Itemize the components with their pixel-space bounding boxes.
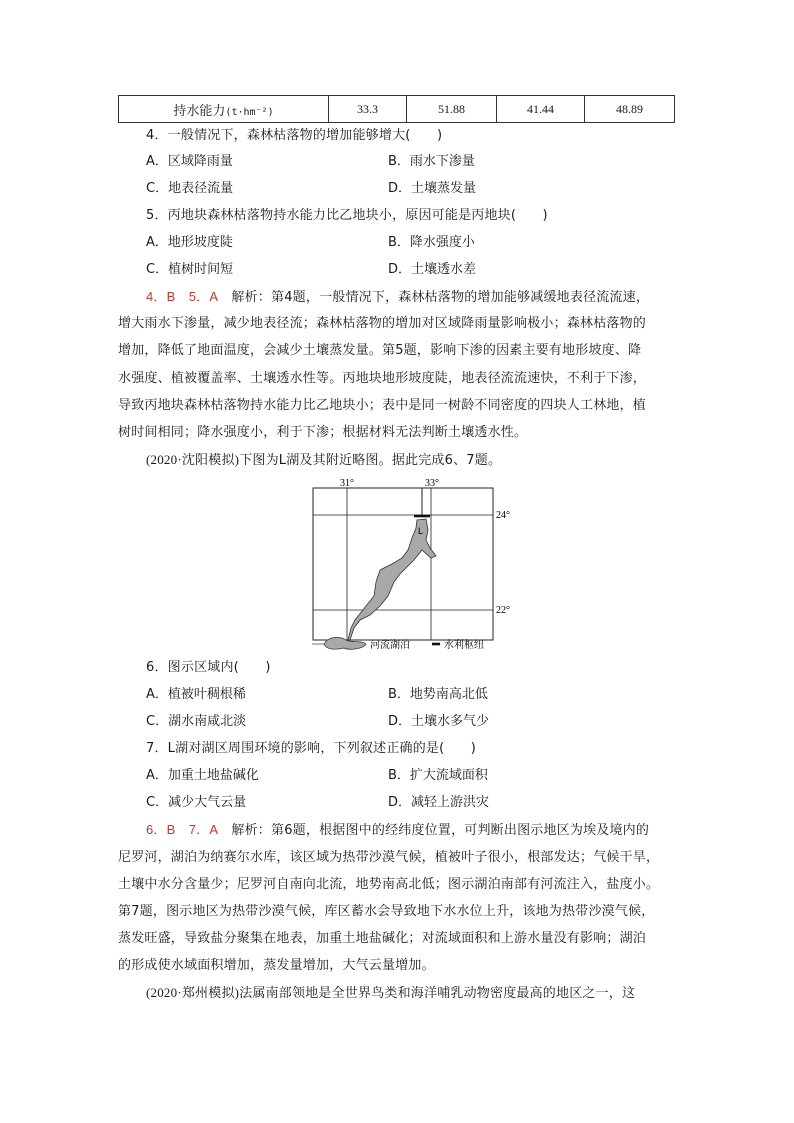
answer-4-5-line-4: 水强度、植被覆盖率、土壤透水性等。丙地块地形坡度陡，地表径流流速快，不利于下渗， [118,371,647,386]
answer-6-7-line-2: 尼罗河，湖泊为纳赛尔水库，该区域为热带沙漠气候，植被叶子很小，根部发达；气候干旱， [118,850,660,865]
lake-label: L [418,526,424,536]
question-4-option-a: A．区域降雨量 [146,154,233,169]
data-table [118,95,675,123]
question-5-option-c: C．植树时间短 [146,262,234,277]
question-6-option-d: D．土壤水多气少 [388,714,490,729]
question-4-option-b: B．雨水下渗量 [388,154,475,169]
legend-lake-symbol [324,637,366,649]
question-7-stem: 7．L湖对湖区周围环境的影响，下列叙述正确的是( ) [146,741,477,756]
question-6-option-b: B．地势南高北低 [388,687,488,702]
question-7-option-d: D．减轻上游洪灾 [388,795,490,810]
answer-6-7-line-4: 第7题，图示地区为热带沙漠气候，库区蓄水会导致地下水水位上升，该地为热带沙漠气候， [118,904,655,919]
answer-4-5-line-3: 增加，降低了地面温度，会减少土壤蒸发量。第5题，影响下渗的因素主要有地形坡度、降 [118,343,642,358]
table-row [119,96,675,123]
lon-label-31: 31° [340,478,354,489]
answer-6-7-line-5: 蒸发旺盛，导致盐分聚集在地表，加重土地盐碱化；对流域面积和上游水量没有影响；湖泊 [118,931,647,946]
question-5-option-b: B．降水强度小 [388,235,475,250]
intro-6-7: (2020·沈阳模拟)下图为L湖及其附近略图。据此完成6、7题。 [146,452,502,468]
intro-next-passage: (2020·郑州模拟)法属南部领地是全世界鸟类和海洋哺乳动物密度最高的地区之一，这 [146,985,636,1001]
question-7-option-b: B．扩大流域面积 [388,768,488,783]
question-5-option-d: D．土壤透水差 [388,262,477,277]
question-4-stem: 4．一般情况下，森林枯落物的增加能够增大( ) [146,128,443,143]
table-cell: 48.89 [585,96,675,123]
question-7-option-a: A．加重土地盐碱化 [146,768,259,783]
question-6-option-a: A．植被叶稠根稀 [146,687,246,702]
question-6-option-c: C．湖水南咸北淡 [146,714,247,729]
lon-label-33: 33° [425,478,439,489]
question-5-stem: 5．丙地块森林枯落物持水能力比乙地块小，原因可能是丙地块( ) [146,208,548,223]
table-cell: 41.44 [497,96,585,123]
lat-label-24: 24° [496,510,510,521]
answer-4-5-line-1: 4．B 5．A 解析：第4题，一般情况下，森林枯落物的增加能够减缓地表径流流速， [146,289,650,305]
legend-dam-label: 水利枢纽 [444,640,484,650]
table-cell: 51.88 [407,96,497,123]
question-4-option-c: C．地表径流量 [146,181,234,196]
question-5-option-a: A．地形坡度陡 [146,235,233,250]
lake-map [310,478,520,650]
answer-4-5-line-2: 增大雨水下渗量，减少地表径流；森林枯落物的增加对区域降雨量影响极小；森林枯落物的 [118,316,647,331]
lat-label-22: 22° [496,605,510,616]
question-4-option-d: D．土壤蒸发量 [388,181,477,196]
answer-6-7-line-6: 的形成使水域面积增加，蒸发量增加，大气云量增加。 [118,958,435,973]
legend-lake-label: 河流湖泊 [370,640,410,650]
lake-l [348,519,436,640]
answer-key: 4．B 5．A [146,289,219,304]
table-row-label: 持水能力(t·hm⁻²) [119,96,329,123]
answer-4-5-line-5: 导致丙地块森林枯落物持水能力比乙地块小；表中是同一树龄不同密度的四块人工林地，植 [118,398,647,413]
answer-key: 6．B 7．A [146,822,219,837]
question-6-stem: 6．图示区域内( ) [146,660,271,675]
table-cell: 33.3 [329,96,407,123]
answer-6-7-line-1: 6．B 7．A 解析：第6题，根据图中的经纬度位置，可判断出图示地区为埃及境内的 [146,822,650,838]
answer-4-5-line-6: 树时间相同；降水强度小，利于下渗；根据材料无法判断土壤透水性。 [118,425,528,440]
answer-6-7-line-3: 土壤中水分含量少；尼罗河自南向北流，地势南高北低；图示湖泊南部有河流注入，盐度小。 [118,877,660,892]
question-7-option-c: C．减少大气云量 [146,795,247,810]
